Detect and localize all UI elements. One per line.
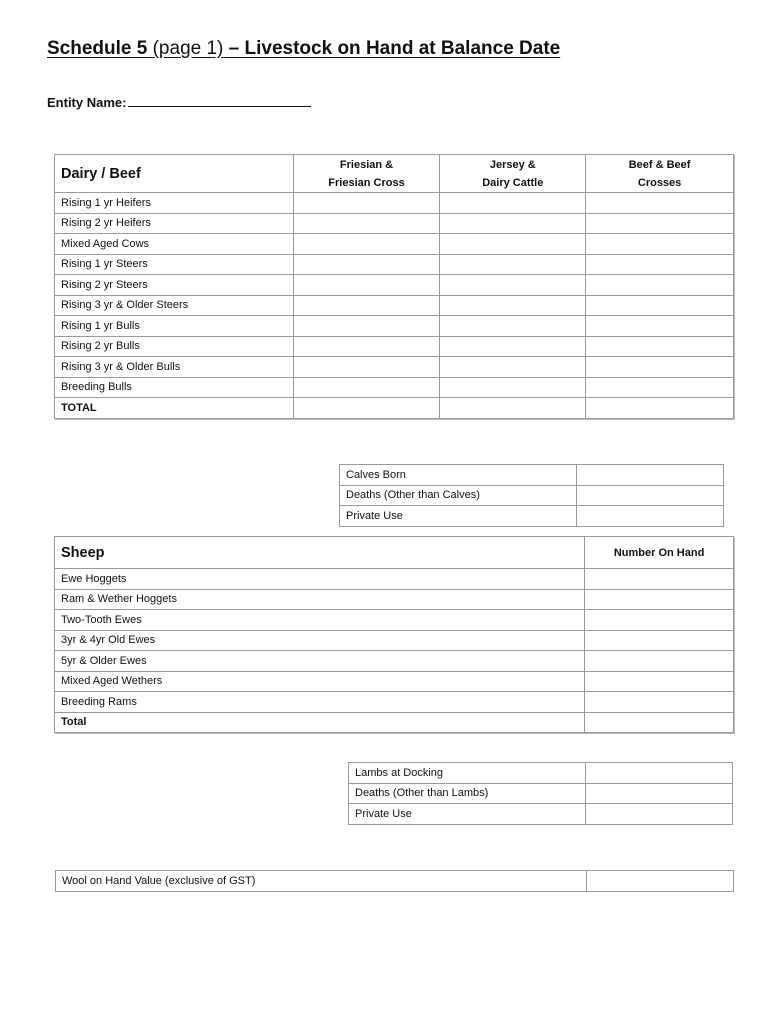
value-cell[interactable] bbox=[585, 569, 734, 590]
row-label: Ram & Wether Hoggets bbox=[55, 589, 585, 610]
row-label: Mixed Aged Cows bbox=[55, 234, 294, 255]
row-label: Rising 1 yr Steers bbox=[55, 254, 294, 275]
value-cell[interactable] bbox=[586, 254, 734, 275]
total-label: TOTAL bbox=[55, 398, 294, 419]
value-cell[interactable] bbox=[586, 275, 734, 296]
table-row bbox=[55, 193, 734, 214]
title-schedule: Schedule 5 bbox=[47, 38, 148, 59]
title-page: (page 1) bbox=[152, 38, 224, 59]
sheep-extra-table bbox=[348, 762, 733, 825]
table-row bbox=[340, 465, 724, 486]
value-cell[interactable] bbox=[293, 193, 440, 214]
value-cell[interactable] bbox=[586, 357, 734, 378]
total-row bbox=[55, 398, 734, 419]
table-row bbox=[55, 377, 734, 398]
value-cell[interactable] bbox=[577, 506, 724, 527]
value-cell[interactable] bbox=[440, 316, 586, 337]
row-label: Private Use bbox=[349, 804, 586, 825]
table-row bbox=[340, 506, 724, 527]
table-row bbox=[55, 336, 734, 357]
table-row bbox=[55, 357, 734, 378]
entity-name-field[interactable] bbox=[128, 95, 311, 107]
col-friesian: Friesian & Friesian Cross bbox=[293, 155, 440, 193]
table-row bbox=[55, 234, 734, 255]
col-number-on-hand: Number On Hand bbox=[585, 537, 734, 569]
value-cell[interactable] bbox=[440, 213, 586, 234]
col-beef: Beef & Beef Crosses bbox=[586, 155, 734, 193]
value-cell[interactable] bbox=[585, 671, 734, 692]
value-cell[interactable] bbox=[586, 398, 734, 419]
value-cell[interactable] bbox=[293, 316, 440, 337]
table-row bbox=[55, 295, 734, 316]
wool-value-cell[interactable] bbox=[587, 871, 734, 892]
row-label: 5yr & Older Ewes bbox=[55, 651, 585, 672]
sheep-heading: Sheep bbox=[55, 537, 585, 569]
value-cell[interactable] bbox=[440, 234, 586, 255]
value-cell[interactable] bbox=[440, 254, 586, 275]
table-row bbox=[349, 783, 733, 804]
value-cell[interactable] bbox=[440, 295, 586, 316]
row-label: Private Use bbox=[340, 506, 577, 527]
value-cell[interactable] bbox=[293, 336, 440, 357]
value-cell[interactable] bbox=[293, 234, 440, 255]
entity-name-label: Entity Name: bbox=[47, 95, 127, 110]
value-cell[interactable] bbox=[293, 254, 440, 275]
value-cell[interactable] bbox=[577, 485, 724, 506]
value-cell[interactable] bbox=[440, 275, 586, 296]
dairy-beef-heading: Dairy / Beef bbox=[55, 155, 294, 193]
table-row bbox=[55, 692, 734, 713]
row-label: Two-Tooth Ewes bbox=[55, 610, 585, 631]
table-row bbox=[55, 316, 734, 337]
row-label: Breeding Rams bbox=[55, 692, 585, 713]
row-label: Rising 1 yr Heifers bbox=[55, 193, 294, 214]
dairy-extra-table bbox=[339, 464, 724, 527]
row-label: Mixed Aged Wethers bbox=[55, 671, 585, 692]
value-cell[interactable] bbox=[585, 630, 734, 651]
table-row bbox=[55, 630, 734, 651]
table-row bbox=[55, 589, 734, 610]
table-row bbox=[340, 485, 724, 506]
table-row bbox=[349, 804, 733, 825]
row-label: Rising 2 yr Steers bbox=[55, 275, 294, 296]
sheep-table bbox=[54, 536, 734, 733]
value-cell[interactable] bbox=[586, 783, 733, 804]
table-row bbox=[349, 763, 733, 784]
value-cell[interactable] bbox=[293, 398, 440, 419]
page-title bbox=[47, 38, 560, 60]
col-jersey: Jersey & Dairy Cattle bbox=[440, 155, 586, 193]
total-label: Total bbox=[55, 712, 585, 733]
wool-table bbox=[55, 870, 734, 892]
value-cell[interactable] bbox=[440, 398, 586, 419]
table-row bbox=[55, 254, 734, 275]
table-row bbox=[55, 213, 734, 234]
row-label: Lambs at Docking bbox=[349, 763, 586, 784]
title-rest: – Livestock on Hand at Balance Date bbox=[228, 38, 561, 59]
value-cell[interactable] bbox=[586, 213, 734, 234]
value-cell[interactable] bbox=[585, 712, 734, 733]
row-label: 3yr & 4yr Old Ewes bbox=[55, 630, 585, 651]
value-cell[interactable] bbox=[440, 377, 586, 398]
row-label: Rising 2 yr Bulls bbox=[55, 336, 294, 357]
row-label: Breeding Bulls bbox=[55, 377, 294, 398]
row-label: Rising 2 yr Heifers bbox=[55, 213, 294, 234]
value-cell[interactable] bbox=[293, 295, 440, 316]
total-row bbox=[55, 712, 734, 733]
dairy-beef-table bbox=[54, 154, 734, 419]
entity-name-row bbox=[47, 95, 311, 110]
value-cell[interactable] bbox=[586, 763, 733, 784]
table-row bbox=[55, 671, 734, 692]
value-cell[interactable] bbox=[293, 377, 440, 398]
value-cell[interactable] bbox=[577, 465, 724, 486]
row-label: Deaths (Other than Calves) bbox=[340, 485, 577, 506]
row-label: Rising 3 yr & Older Bulls bbox=[55, 357, 294, 378]
table-row bbox=[55, 275, 734, 296]
table-row bbox=[55, 651, 734, 672]
value-cell[interactable] bbox=[586, 295, 734, 316]
value-cell[interactable] bbox=[586, 336, 734, 357]
value-cell[interactable] bbox=[585, 610, 734, 631]
value-cell[interactable] bbox=[585, 589, 734, 610]
value-cell[interactable] bbox=[585, 651, 734, 672]
value-cell[interactable] bbox=[586, 193, 734, 214]
table-row bbox=[56, 871, 734, 892]
table-row bbox=[55, 610, 734, 631]
row-label: Deaths (Other than Lambs) bbox=[349, 783, 586, 804]
value-cell[interactable] bbox=[440, 336, 586, 357]
row-label: Rising 1 yr Bulls bbox=[55, 316, 294, 337]
value-cell[interactable] bbox=[440, 193, 586, 214]
value-cell[interactable] bbox=[293, 213, 440, 234]
row-label: Calves Born bbox=[340, 465, 577, 486]
value-cell[interactable] bbox=[585, 692, 734, 713]
row-label: Rising 3 yr & Older Steers bbox=[55, 295, 294, 316]
wool-label: Wool on Hand Value (exclusive of GST) bbox=[56, 871, 587, 892]
value-cell[interactable] bbox=[586, 804, 733, 825]
value-cell[interactable] bbox=[586, 234, 734, 255]
value-cell[interactable] bbox=[440, 357, 586, 378]
value-cell[interactable] bbox=[293, 275, 440, 296]
row-label: Ewe Hoggets bbox=[55, 569, 585, 590]
value-cell[interactable] bbox=[293, 357, 440, 378]
value-cell[interactable] bbox=[586, 316, 734, 337]
table-row bbox=[55, 569, 734, 590]
value-cell[interactable] bbox=[586, 377, 734, 398]
